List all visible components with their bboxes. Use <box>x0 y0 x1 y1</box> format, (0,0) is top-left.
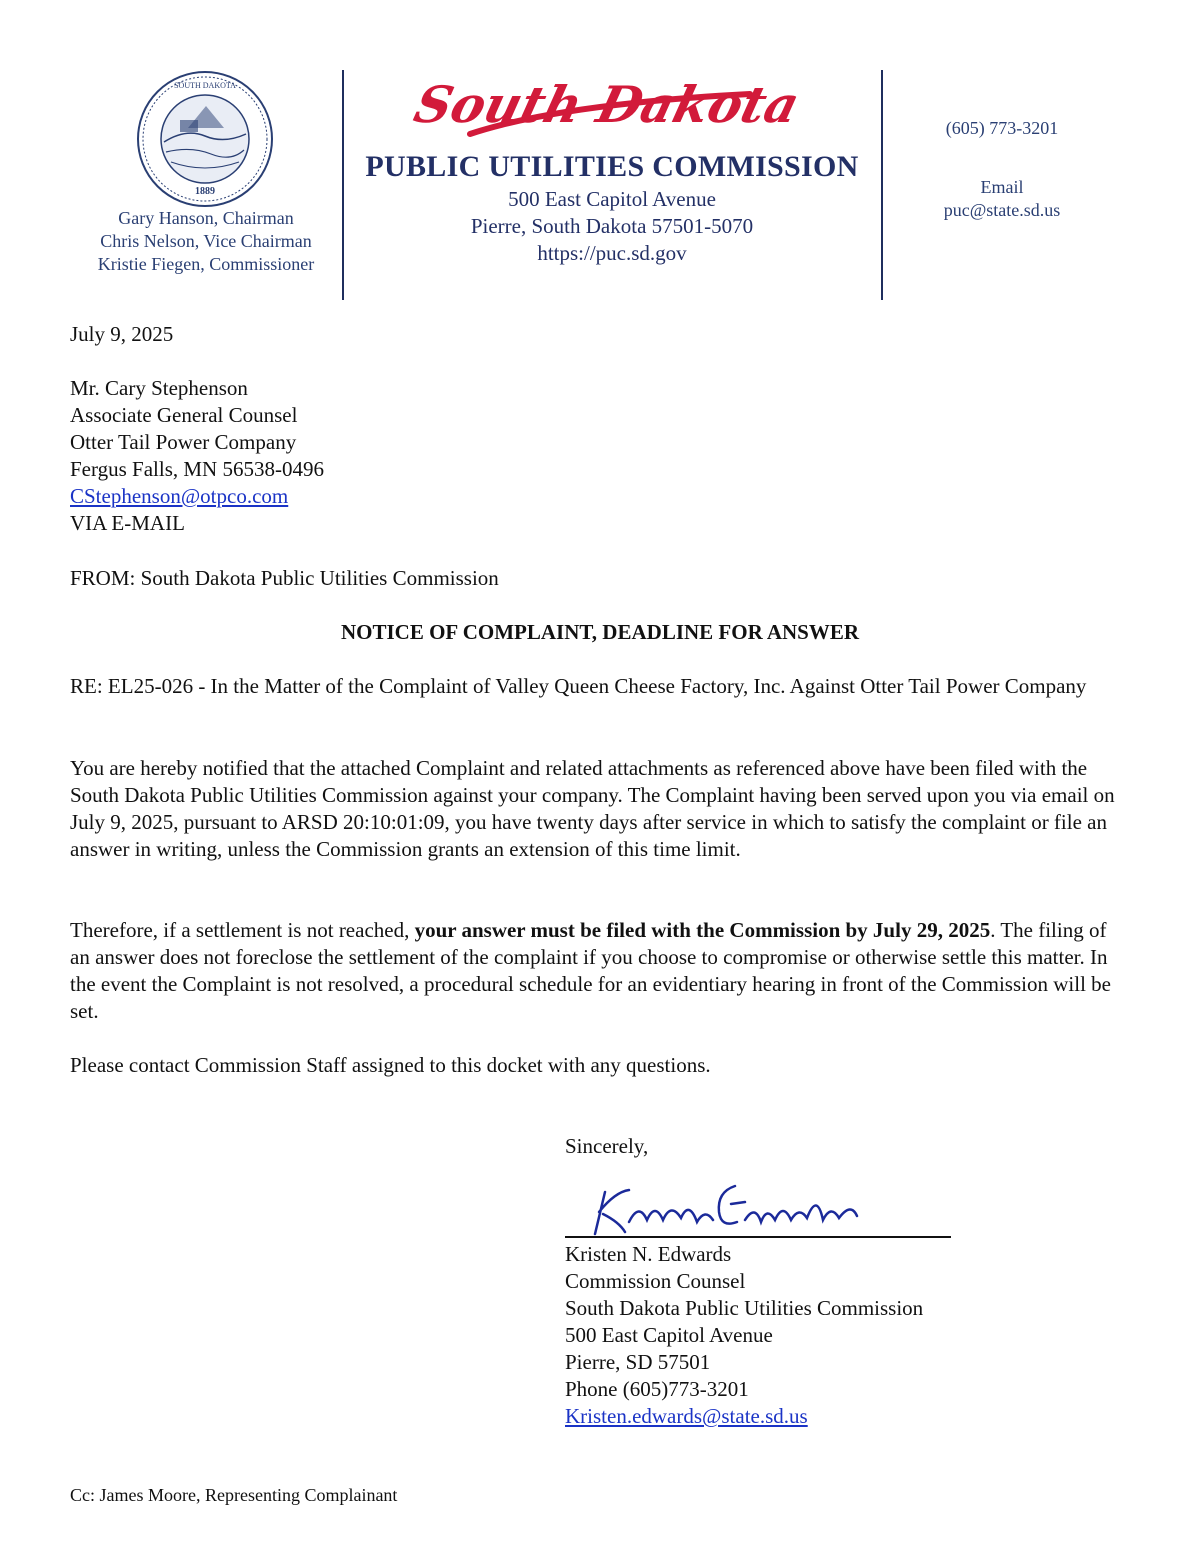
signer-email-link[interactable]: Kristen.edwards@state.sd.us <box>565 1404 808 1428</box>
south-dakota-logo <box>408 64 806 152</box>
org-website[interactable]: https://puc.sd.gov <box>537 241 687 265</box>
signer-org: South Dakota Public Utilities Commission <box>565 1296 924 1320</box>
header-phone: (605) 773-3201 <box>945 118 1059 138</box>
recipient-via: VIA E-MAIL <box>70 511 185 535</box>
signer-block <box>565 1241 923 1430</box>
closing: Sincerely, <box>565 1134 649 1158</box>
paragraph-2-deadline: your answer must be filed with the Commission by July 29, 2025 <box>414 918 991 942</box>
recipient-block <box>70 375 1130 537</box>
paragraph-2 <box>70 917 1128 1025</box>
header-email-label: Email <box>980 177 1024 197</box>
recipient-email-link[interactable]: CStephenson@otpco.com <box>70 484 289 508</box>
paragraph-2-suffix: . The filing of an answer does not foreclose the settlement of the complaint if you choose to compromise or otherwise settle this matter. In the event the Complaint is not resolved, a procedural schedule for an evidentiary hearing in front of the Commission will be set. <box>70 918 1111 1023</box>
org-header <box>344 150 880 267</box>
signer-name: Kristen N. Edwards <box>565 1242 732 1266</box>
signer-phone: Phone (605)773-3201 <box>565 1377 749 1401</box>
logo-script-text: South Dakota <box>408 74 806 134</box>
header-email[interactable]: puc@state.sd.us <box>943 200 1061 220</box>
signer-address: 500 East Capitol Avenue <box>565 1323 773 1347</box>
signer-title: Commission Counsel <box>565 1269 746 1293</box>
seal-icon <box>136 70 274 208</box>
signature-line <box>565 1236 951 1238</box>
svg-text:1889: 1889 <box>195 186 215 197</box>
recipient-city: Fergus Falls, MN 56538-0496 <box>70 457 324 481</box>
commissioner-member: Kristie Fiegen, Commissioner <box>97 254 315 274</box>
letter-date: July 9, 2025 <box>70 322 174 346</box>
notice-heading: NOTICE OF COMPLAINT, DEADLINE FOR ANSWER <box>340 620 860 644</box>
svg-text:SOUTH DAKOTA: SOUTH DAKOTA <box>174 81 236 90</box>
recipient-title: Associate General Counsel <box>70 403 298 427</box>
org-address-line1: 500 East Capitol Avenue <box>508 187 716 211</box>
paragraph-2-prefix: Therefore, if a settlement is not reached, <box>70 918 415 942</box>
commissioner-list <box>70 207 342 276</box>
paragraph-3: Please contact Commission Staff assigned to this docket with any questions. <box>70 1053 711 1077</box>
south-dakota-logo-icon <box>408 64 806 152</box>
from-line: FROM: South Dakota Public Utilities Commission <box>70 566 499 590</box>
header-divider-right <box>881 70 883 300</box>
paragraph-1: You are hereby notified that the attached Complaint and related attachments as referenced above have been filed with the South Dakota Public Utilities Commission against your company. The Complaint having been served upon you via email on July 9, 2025, pursuant to ARSD 20:10:01:09, you have twenty days after service in which to satisfy the complaint or file an answer in writing, unless the Commission grants an extension of this time limit. <box>70 756 1115 861</box>
state-seal <box>136 70 274 208</box>
commissioner-chairman: Gary Hanson, Chairman <box>118 208 294 228</box>
recipient-name: Mr. Cary Stephenson <box>70 376 248 400</box>
recipient-company: Otter Tail Power Company <box>70 430 297 454</box>
re-line: RE: EL25-026 - In the Matter of the Complaint of Valley Queen Cheese Factory, Inc. Against Otter Tail Power Company <box>70 674 1087 698</box>
cc-line: Cc: James Moore, Representing Complainant <box>70 1485 398 1505</box>
org-address-line2: Pierre, South Dakota 57501-5070 <box>470 214 754 238</box>
signature-icon <box>585 1172 905 1242</box>
signer-city: Pierre, SD 57501 <box>565 1350 711 1374</box>
commissioner-vice-chairman: Chris Nelson, Vice Chairman <box>100 231 312 251</box>
org-name: PUBLIC UTILITIES COMMISSION <box>365 150 859 183</box>
signature-image <box>585 1172 905 1242</box>
